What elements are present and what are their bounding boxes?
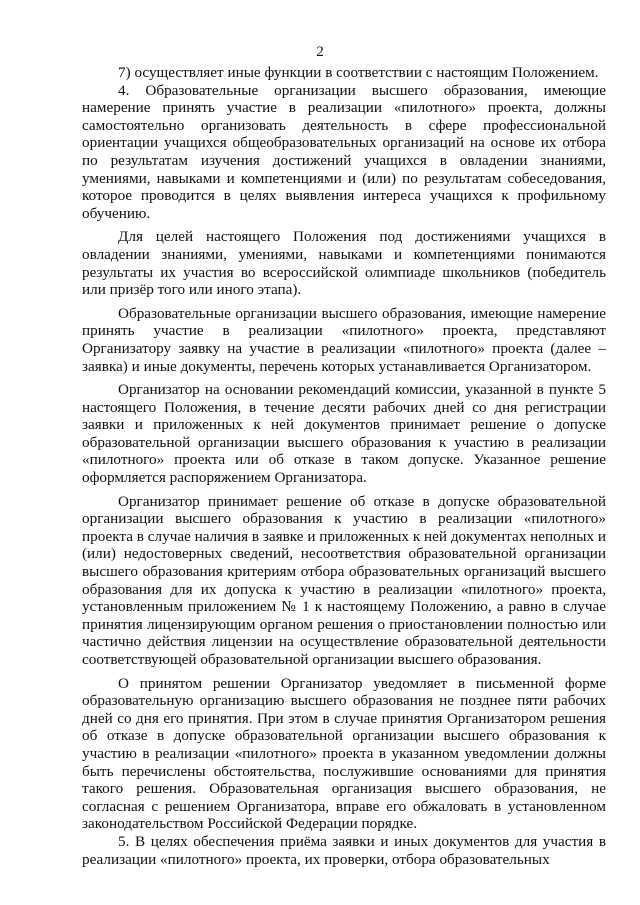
paragraph-clause-4: 4. Образовательные организации высшего образования, имеющие намерение принять участие в реализации «пилотного» проекта, должны самостоятельно организовать деятельность в сфере профессиональной ориентации учащихся общеобразовательных организаций на основе их отбора по результатам изучения достижений учащихся в овладении знаниями, умениями, навыками и компетенциями и (или) по результатам собеседования, которое проводится в целях выявления интереса учащихся к профильному обучению. xyxy=(82,81,606,222)
paragraph-admission-decision: Организатор на основании рекомендаций комиссии, указанной в пункте 5 настоящего Положения, в течение десяти рабочих дней со дня регистрации заявки и приложенных к ней документов принимает решение о допуске образовательной организации высшего образования к участию в реализации «пилотного» проекта или об отказе в таком допуске. Указанное решение оформляется распоряжением Организатора. xyxy=(82,381,606,487)
document-body xyxy=(82,64,606,868)
paragraph-clause-5: 5. В целях обеспечения приёма заявки и иных документов для участия в реализации «пилотного» проекта, их проверки, отбора образовательных xyxy=(82,832,606,868)
paragraph-achievements-definition: Для целей настоящего Положения под достижениями учащихся в овладении знаниями, умениями, навыками и компетенциями понимаются результаты их участия во всероссийской олимпиаде школьников (победитель или призёр того или иного этапа). xyxy=(82,228,606,299)
paragraph-refusal-grounds: Организатор принимает решение об отказе в допуске образовательной организации высшего образования к участию в реализации «пилотного» проекта в случае наличия в заявке и приложенных к ней документах неполных и (или) недостоверных сведений, несоответствия образовательной организации высшего образования критериям отбора образовательных организаций высшего образования для их допуска к участию в реализации «пилотного» проекта, установленным приложением № 1 к настоящему Положению, а равно в случае принятия лицензирующим органом решения о приостановлении полностью или частично действия лицензии на осуществление образовательной деятельности соответствующей образовательной организации высшего образования. xyxy=(82,492,606,668)
paragraph-notification: О принятом решении Организатор уведомляет в письменной форме образовательную организацию высшего образования не позднее пяти рабочих дней со дня его принятия. При этом в случае принятия Организатором решения об отказе в допуске образовательной организации высшего образования к участию в реализации «пилотного» проекта в указанном уведомлении должны быть перечислены обстоятельства, послужившие основаниями для принятия такого решения. Образовательная организация высшего образования, не согласная с решением Организатора, вправе его обжаловать в установленном законодательством Российской Федерации порядке. xyxy=(82,674,606,833)
paragraph-item-7: 7) осуществляет иные функции в соответствии с настоящим Положением. xyxy=(118,64,599,81)
paragraph-application-submission: Образовательные организации высшего образования, имеющие намерение принять участие в реализации «пилотного» проекта, представляют Организатору заявку на участие в реализации «пилотного» проекта (далее – заявка) и иные документы, перечень которых устанавливается Организатором. xyxy=(82,304,606,375)
page-number: 2 xyxy=(316,44,324,60)
